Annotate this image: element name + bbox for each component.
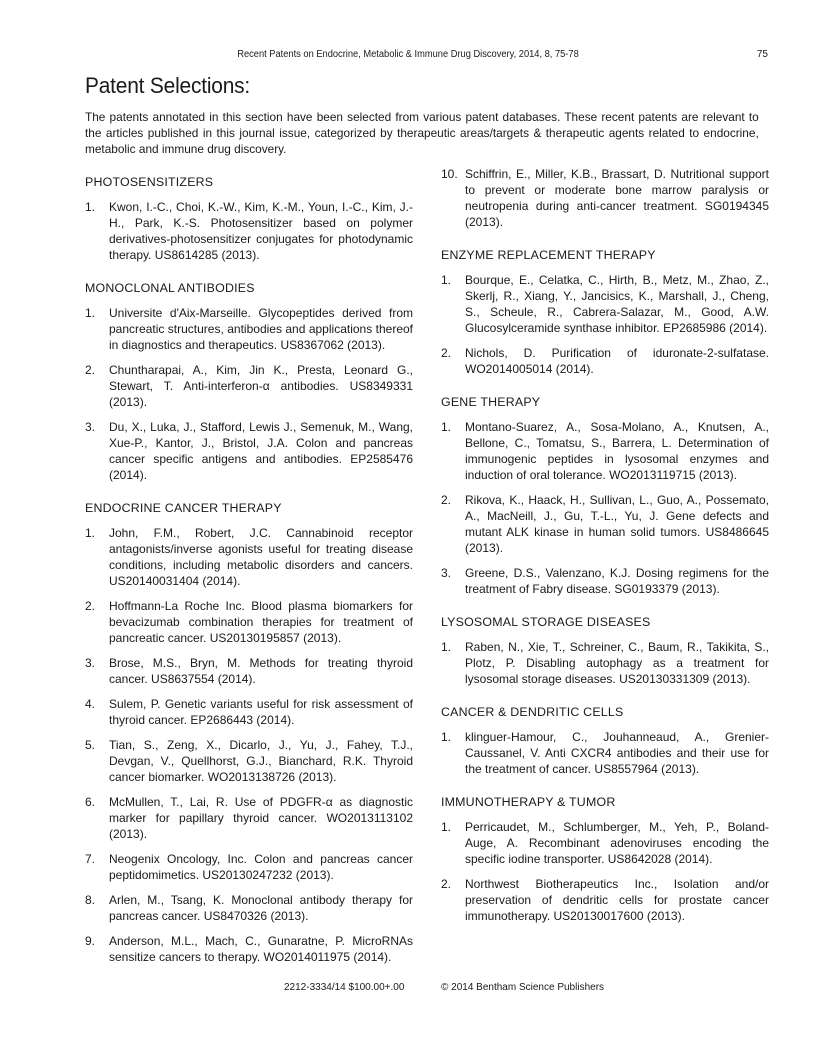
section-heading: CANCER & DENDRITIC CELLS	[441, 705, 624, 719]
entry-text: Kwon, I.-C., Choi, K.-W., Kim, K.-M., Youn, I.-C., Kim, J.-H., Park, K.-S. Photosensitizer based on polymer derivatives-photosensitizer conjugates for photodynamic therapy. US8614285 (2013).	[109, 200, 413, 262]
entry-number: 2.	[441, 877, 452, 891]
running-head	[0, 48, 816, 62]
patent-entry	[441, 492, 769, 556]
section-immunotherapy-tumor	[441, 794, 769, 924]
entry-text: Greene, D.S., Valenzano, K.J. Dosing regimens for the treatment of Fabry disease. SG0193379 (2013).	[465, 566, 769, 596]
patent-entry	[85, 655, 413, 687]
patent-entry	[441, 166, 769, 230]
entry-text: Perricaudet, M., Schlumberger, M., Yeh, P., Boland-Auge, A. Recombinant adenoviruses encoding the specific iodine transporter. US8642028 (2014).	[465, 820, 769, 866]
section-heading: ENDOCRINE CANCER THERAPY	[85, 501, 282, 515]
entry-text: John, F.M., Robert, J.C. Cannabinoid receptor antagonists/inverse agonists useful for treating disease conditions, including metabolic disorders and cancers. US20140031404 (2014).	[109, 526, 413, 588]
page-title: Patent Selections:	[85, 73, 251, 98]
patent-entry	[441, 876, 769, 924]
patent-entry	[85, 696, 413, 728]
patent-entry	[441, 819, 769, 867]
entry-text: Northwest Biotherapeutics Inc., Isolation and/or preservation of dendritic cells for prostate cancer immunotherapy. US20130017600 (2013).	[465, 877, 769, 923]
entry-text: McMullen, T., Lai, R. Use of PDGFR-α as diagnostic marker for papillary thyroid cancer. WO2013113102 (2013).	[109, 795, 413, 841]
patent-entry	[441, 345, 769, 377]
entry-text: Nichols, D. Purification of iduronate-2-sulfatase. WO2014005014 (2014).	[465, 346, 769, 376]
entry-text: Tian, S., Zeng, X., Dicarlo, J., Yu, J., Fahey, T.J., Devgan, V., Quellhorst, G.J., Bianchard, R.K. Thyroid cancer biomarker. WO2013138726 (2013).	[109, 738, 413, 784]
entry-number: 1.	[441, 273, 452, 287]
section-cancer-dendritic-cells	[441, 704, 769, 777]
entry-text: Du, X., Luka, J., Stafford, Lewis J., Semenuk, M., Wang, Xue-P., Kantor, J., Bristol, J.A. Colon and pancreas cancer specific antigens and antibodies. EP2585476 (2014).	[109, 420, 413, 482]
entry-number: 1.	[441, 420, 452, 434]
entry-number: 1.	[441, 640, 452, 654]
section-heading: MONOCLONAL ANTIBODIES	[85, 281, 255, 295]
entry-text: Rikova, K., Haack, H., Sullivan, L., Guo, A., Possemato, A., MacNeill, J., Gu, T.-L., Yu, J. Gene defects and mutant ALK kinase in human solid tumors. US8486645 (2013).	[465, 493, 769, 555]
entry-number: 1.	[85, 200, 96, 214]
entry-text: Bourque, E., Celatka, C., Hirth, B., Metz, M., Zhao, Z., Skerlj, R., Xiang, Y., Jancisics, K., Marshall, J., Cheng, S., Scheule, R., Cabrera-Salazar, M., Good, A.W. Glucosylceramide synthase inhibitor. EP2685986 (2014).	[465, 273, 769, 335]
entry-number: 7.	[85, 852, 96, 866]
patent-entry	[441, 565, 769, 597]
entry-text: Hoffmann-La Roche Inc. Blood plasma biomarkers for bevacizumab combination therapies for treatment of pancreatic cancer. US20130195857 (2013).	[109, 599, 413, 645]
entry-text: Universite d'Aix-Marseille. Glycopeptides derived from pancreatic structures, antibodies and applications thereof in diagnostics and therapeutics. US8367062 (2013).	[109, 306, 413, 352]
section-gene-therapy	[441, 394, 769, 597]
patent-entry	[441, 729, 769, 777]
left-column	[85, 174, 413, 982]
entry-text: klinguer-Hamour, C., Jouhanneaud, A., Grenier-Caussanel, V. Anti CXCR4 antibodies and their use for the treatment of cancer. US8557964 (2013).	[465, 730, 769, 776]
section-lysosomal-storage-diseases	[441, 614, 769, 687]
entry-number: 2.	[85, 363, 96, 377]
entry-number: 10.	[441, 167, 458, 181]
copyright-notice: © 2014 Bentham Science Publishers	[441, 982, 605, 993]
patent-entry	[85, 794, 413, 842]
intro-paragraph: The patents annotated in this section have been selected from various patent databases. These recent patents are relevant to the articles published in this journal issue, categorized by therapeutic areas/targets & therapeutic agents related to endocrine, metabolic and immune drug discovery.	[85, 110, 759, 156]
section-endocrine-continued	[441, 166, 769, 230]
right-column	[441, 166, 769, 941]
section-endocrine-cancer-therapy	[85, 500, 413, 965]
entry-number: 3.	[85, 420, 96, 434]
patent-entry	[85, 737, 413, 785]
section-heading: GENE THERAPY	[441, 395, 541, 409]
entry-number: 8.	[85, 893, 96, 907]
section-photosensitizers	[85, 174, 413, 263]
patent-entry	[85, 199, 413, 263]
patent-entry	[85, 419, 413, 483]
patent-entry	[85, 305, 413, 353]
entry-text: Sulem, P. Genetic variants useful for risk assessment of thyroid cancer. EP2686443 (2014).	[109, 697, 413, 727]
entry-text: Raben, N., Xie, T., Schreiner, C., Baum, R., Takikita, S., Plotz, P. Disabling autophagy as a treatment for lysosomal storage diseases. US20130331309 (2013).	[465, 640, 769, 686]
patent-entry	[85, 362, 413, 410]
entry-text: Anderson, M.L., Mach, C., Gunaratne, P. MicroRNAs sensitize cancers to therapy. WO2014011975 (2014).	[109, 934, 413, 964]
entry-text: Schiffrin, E., Miller, K.B., Brassart, D. Nutritional support to prevent or moderate bone marrow paralysis or neutropenia during anti-cancer treatment. SG0194345 (2013).	[465, 167, 769, 229]
entry-text: Arlen, M., Tsang, K. Monoclonal antibody therapy for pancreas cancer. US8470326 (2013).	[109, 893, 413, 923]
section-heading: ENZYME REPLACEMENT THERAPY	[441, 248, 656, 262]
entry-number: 6.	[85, 795, 96, 809]
entry-text: Chuntharapai, A., Kim, Jin K., Presta, Leonard G., Stewart, T. Anti-interferon-α antibodies. US8349331 (2013).	[109, 363, 413, 409]
patent-entry	[441, 639, 769, 687]
entry-text: Brose, M.S., Bryn, M. Methods for treating thyroid cancer. US8637554 (2014).	[109, 656, 413, 686]
entry-number: 2.	[85, 599, 96, 613]
section-heading: LYSOSOMAL STORAGE DISEASES	[441, 615, 651, 629]
patent-entry	[85, 851, 413, 883]
patent-entry	[85, 892, 413, 924]
journal-citation: Recent Patents on Endocrine, Metabolic & Immune Drug Discovery, 2014, 8, 75-78	[237, 49, 579, 60]
entry-number: 4.	[85, 697, 96, 711]
entry-number: 3.	[441, 566, 452, 580]
entry-number: 5.	[85, 738, 96, 752]
section-enzyme-replacement-therapy	[441, 247, 769, 377]
patent-entry	[441, 419, 769, 483]
entry-number: 1.	[441, 730, 452, 744]
entry-number: 1.	[441, 820, 452, 834]
patent-entry	[85, 525, 413, 589]
entry-text: Montano-Suarez, A., Sosa-Molano, A., Knutsen, A., Bellone, C., Tomatsu, S., Barrera, L. Determination of immunogenic peptides in lysosomal enzymes and induction of oral tolerance. WO2013119715 (2013).	[465, 420, 769, 482]
patent-entry	[441, 272, 769, 336]
page-number: 75	[756, 49, 768, 60]
entry-number: 1.	[85, 526, 96, 540]
section-monoclonal-antibodies	[85, 280, 413, 483]
entry-number: 1.	[85, 306, 96, 320]
patent-entry	[85, 598, 413, 646]
entry-number: 3.	[85, 656, 96, 670]
section-heading: PHOTOSENSITIZERS	[85, 175, 214, 189]
entry-text: Neogenix Oncology, Inc. Colon and pancreas cancer peptidomimetics. US20130247232 (2013).	[109, 852, 413, 882]
patent-entry	[85, 933, 413, 965]
issn-price: 2212-3334/14 $100.00+.00	[284, 982, 405, 993]
entry-number: 2.	[441, 346, 452, 360]
entry-number: 2.	[441, 493, 452, 507]
section-heading: IMMUNOTHERAPY & TUMOR	[441, 795, 616, 809]
entry-number: 9.	[85, 934, 96, 948]
